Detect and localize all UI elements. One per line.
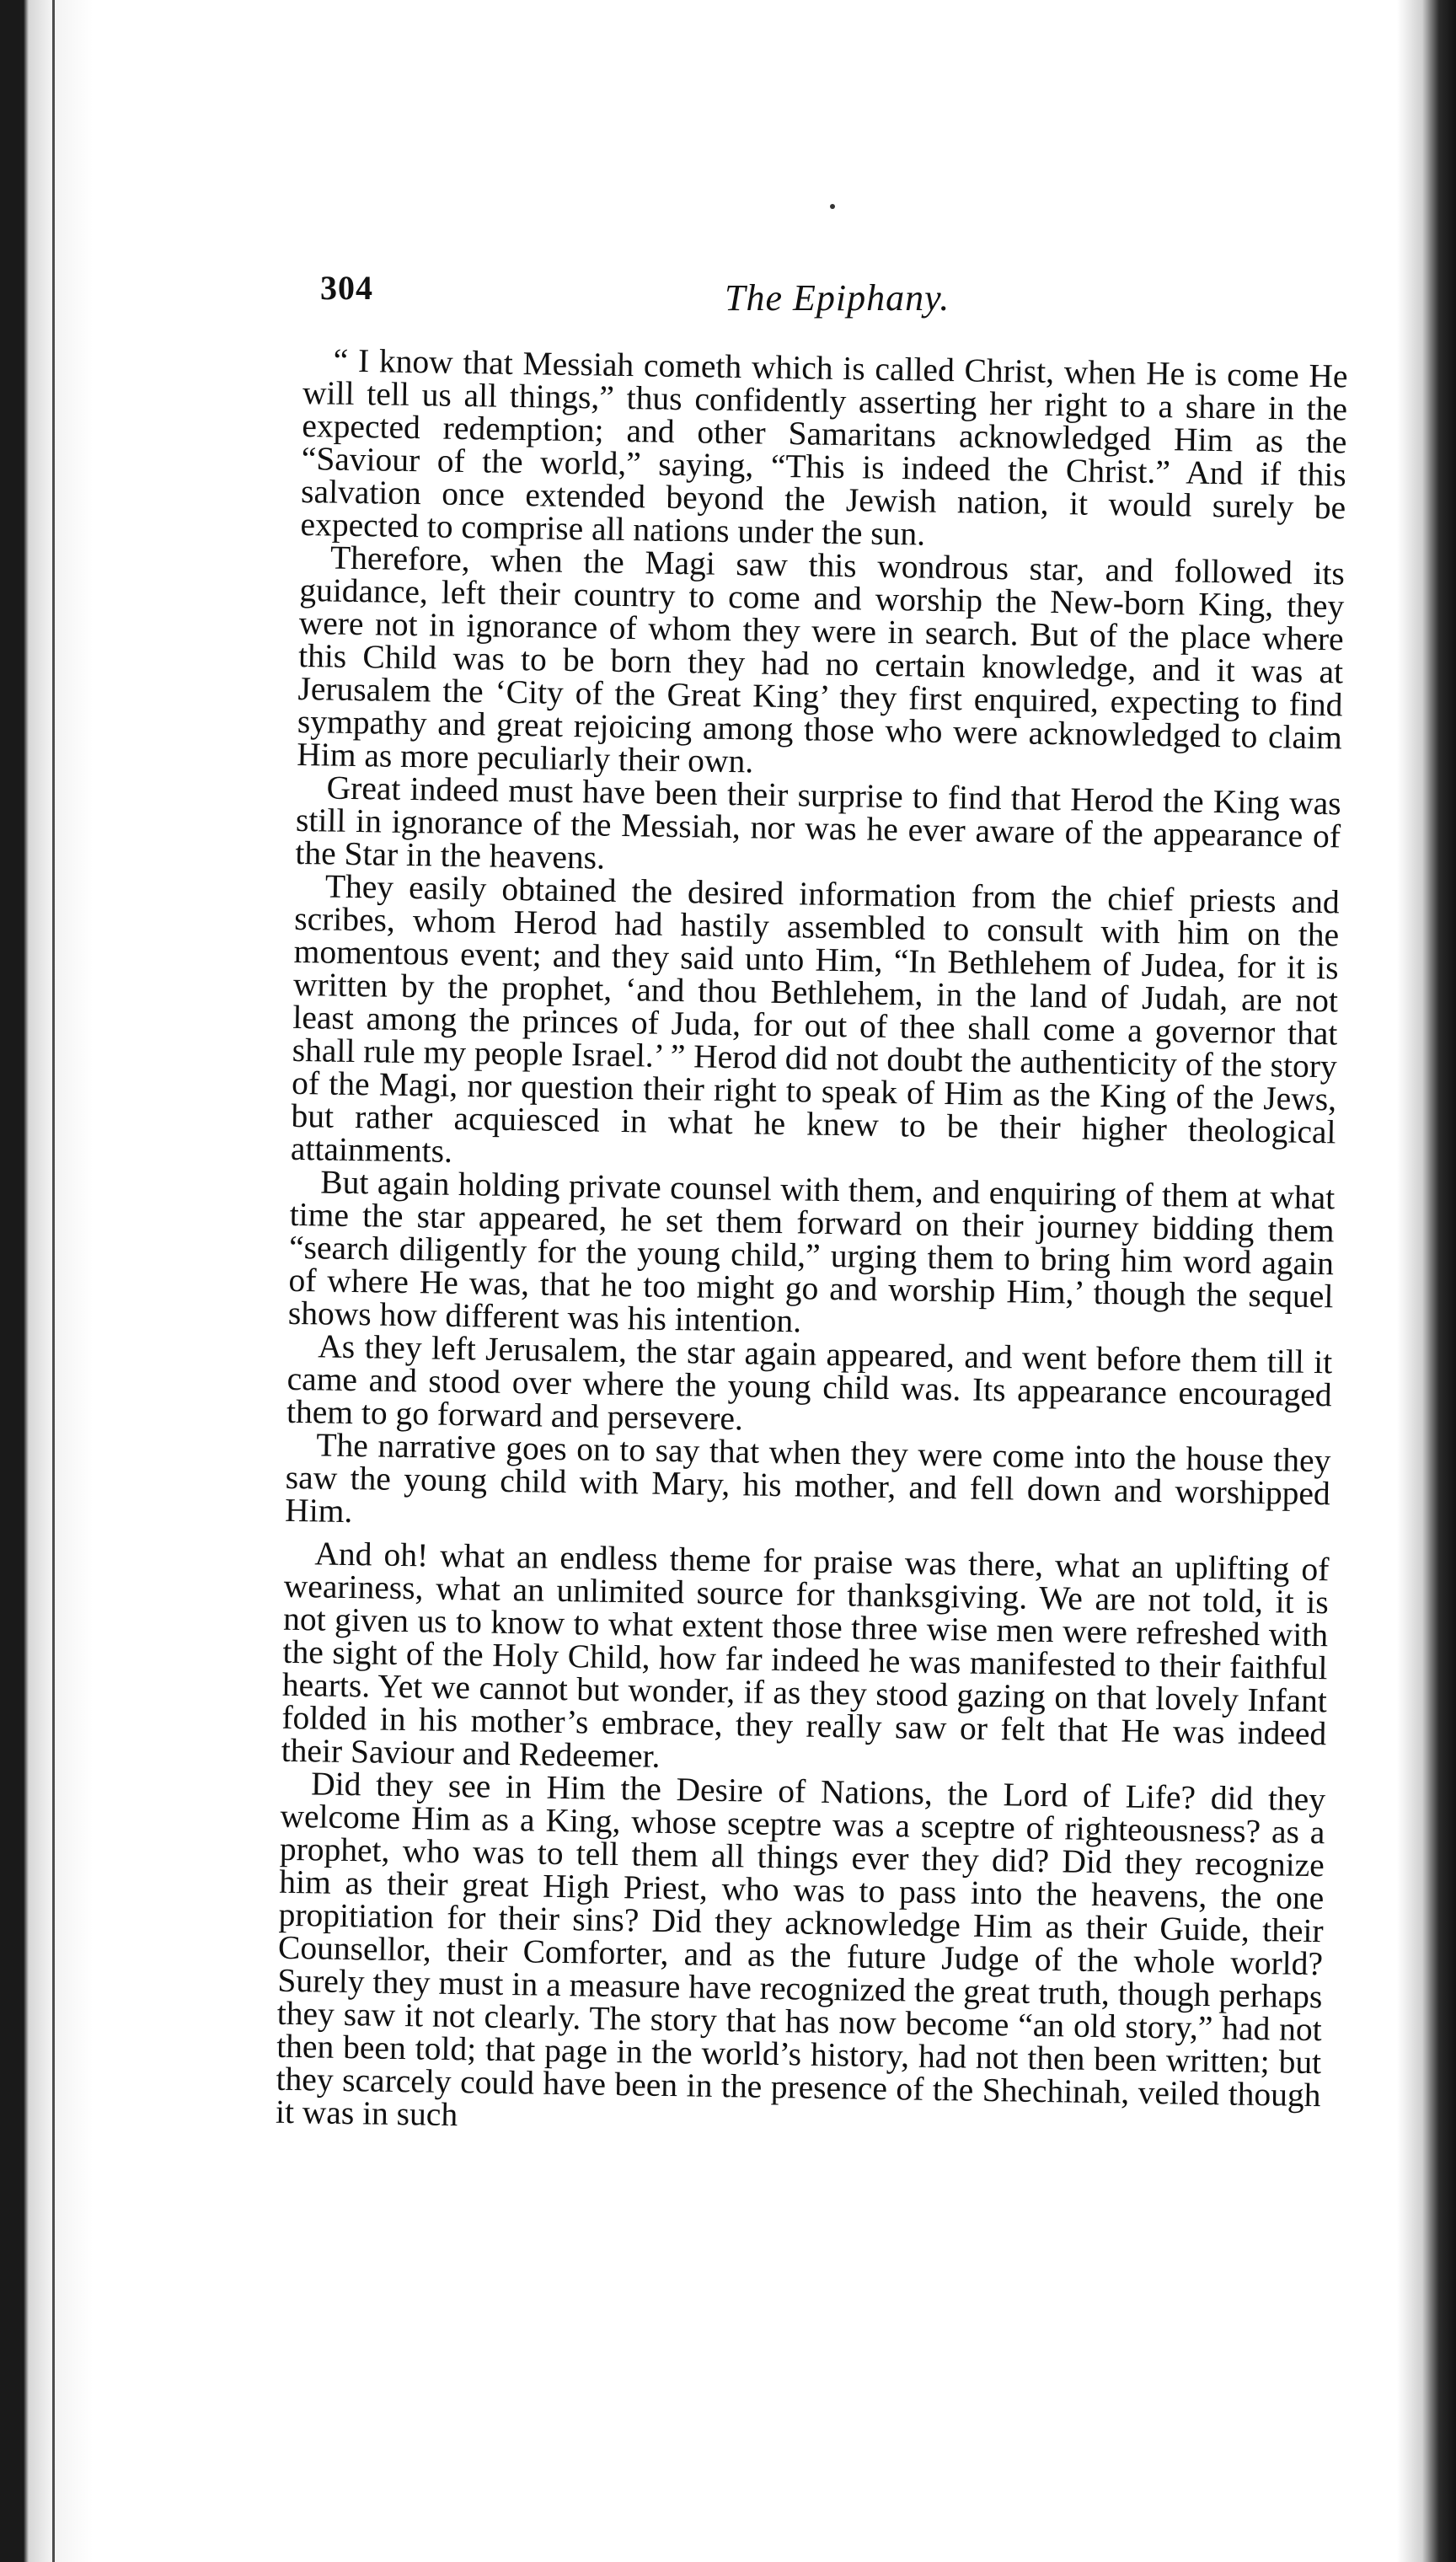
paragraph: The narrative goes on to say that when they were come into the house they saw the young child with Mary, his mother, and fell down and worshipped Him. [284,1426,1331,1530]
running-head: The Epiphany. [725,277,950,319]
paragraph: Did they see in Him the Desire of Nations, the Lord of Life? did they welcome Him as a King, whose sceptre was a sceptre of righteousness? as a prophet, who was to tell them all things ever they did? Did they recognize him as their great High Priest, who was to pass into the heavens, the one propitiation for their sins? Did they acknowledge Him as their Guide, their Counsellor, their Comforter, and as the future Judge of the whole world? Surely they must in a measure have recognized the great truth, though perhaps they saw it not clearly. The story that has now become “an old story,” had not then been told; that page in the world’s history, had not then been written; but they scarcely could have been in the presence of the Shechinah, veiled though it was in such [275,1765,1326,2134]
page-edge-shadow [1397,0,1456,2562]
paragraph: And oh! what an endless theme for praise was there, what an uplifting of weariness, what an unlimited source for thanksgiving. We are not told, it is not given us to know to what extent those three wise men were refreshed with the sight of the Holy Child, how far indeed he was manifested to their faithful hearts. Yet we cannot but wonder, if as they stood gazing on that lovely Infant folded in his mother’s embrace, they really saw or felt that He was indeed their Saviour and Redeemer. [281,1535,1330,1775]
book-spine-line [52,0,55,2562]
paragraph: As they left Jerusalem, the star again appeared, and went before them till it came and stood over where the young child was. Its appearance encouraged them to go forward and persevere. [286,1327,1333,1438]
paragraph: They easily obtained the desired information from the chief priests and scribes, whom Herod had hastily assembled to consult with him on the momentous event; and they said unto Him, “In Bethlehem of Judea, for it is written by the prophet, ‘and thou Bethlehem, in the land of Judah, are not least among the princes of Juda, for out of thee shall come a governor that shall rule my people Israel.’ ” Herod did not doubt the authenticity of the story of the Magi, nor question their right to speak of Him as the King of the Jews, but rather acquiesced in what he knew to be their higher theological attainments. [290,867,1341,1170]
book-gutter-shadow [0,0,93,2562]
paragraph: Great indeed must have been their surprise to find that Herod the King was still in ignorance of the Messiah, nor was he ever aware of the appearance of the Star in the heavens. [295,769,1341,876]
print-speck [830,204,835,209]
body-text [275,341,1348,2145]
paragraph: Therefore, when the Magi saw this wondrous star, and followed its guidance, left their country to come and worship the New-born King, they were not in ignorance of whom they were in search. But of the place where this Child was to be born they had no certain knowledge, and it was at Jerusalem the ‘City of the Great King’ they first enquired, expecting to find sympathy and great rejoicing among those who were acknowledged to claim Him as more peculiarly their own. [297,539,1346,780]
paragraph: “ I know that Messiah cometh which is called Christ, when He is come He will tell us all things,” thus confidently asserting her right to a share in the expected redemption; and other Samaritans acknowledged Him as the “Saviour of the world,” saying, “This is indeed the Christ.” And if this salvation once extended beyond the Jewish nation, it would surely be expected to comprise all nations under the sun. [300,341,1348,553]
paragraph: But again holding private counsel with them, and enquiring of them at what time the star appeared, he set them forward on their journey bidding them “search diligently for the young child,” urging them to bring him word again of where He was, that he too might go and worship Him,’ though the sequel shows how different was his intention. [287,1163,1336,1340]
page-header [320,268,1348,335]
page-number: 304 [320,269,373,307]
